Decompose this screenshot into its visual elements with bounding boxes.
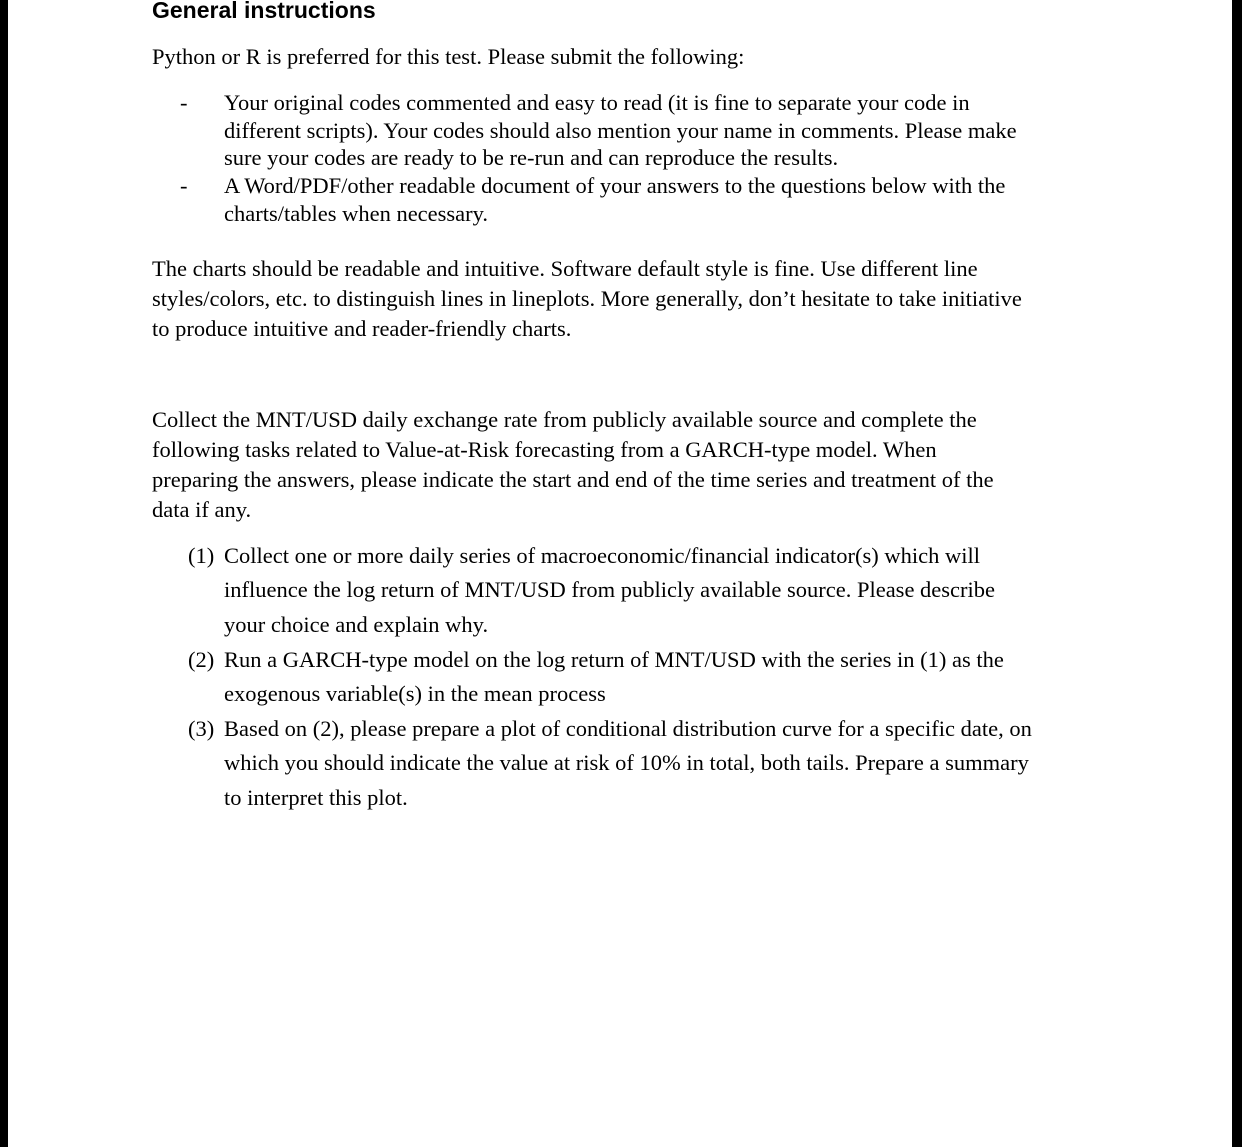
paragraph-line: to produce intuitive and reader-friendly charts. [152, 316, 572, 341]
bullet-line: sure your codes are ready to be re-run and can reproduce the results. [224, 145, 839, 170]
task-number: (1) [188, 543, 215, 568]
bullet-line: charts/tables when necessary. [224, 201, 489, 226]
task-number: (3) [188, 716, 215, 741]
paragraph-line: The charts should be readable and intuitive. Software default style is fine. Use different line [152, 256, 978, 281]
document-page [8, 0, 1232, 1147]
task-line: your choice and explain why. [224, 612, 489, 637]
paragraph-line: data if any. [152, 497, 252, 522]
task-number: (2) [188, 647, 215, 672]
intro-text: Python or R is preferred for this test. Please submit the following: [152, 44, 745, 69]
task-line: Based on (2), please prepare a plot of conditional distribution curve for a specific date, on [224, 716, 1032, 741]
section-heading: General instructions [152, 0, 376, 23]
bullet-marker: - [180, 173, 188, 198]
task-line: which you should indicate the value at risk of 10% in total, both tails. Prepare a summary [224, 750, 1029, 775]
task-line: exogenous variable(s) in the mean process [224, 681, 606, 706]
task-line: Run a GARCH-type model on the log return of MNT/USD with the series in (1) as the [224, 647, 1004, 672]
bullet-line: Your original codes commented and easy to read (it is fine to separate your code in [224, 90, 970, 115]
task-line: Collect one or more daily series of macroeconomic/financial indicator(s) which will [224, 543, 980, 568]
bullet-marker: - [180, 90, 188, 115]
paragraph-line: preparing the answers, please indicate the start and end of the time series and treatment of the [152, 467, 994, 492]
paragraph-line: following tasks related to Value-at-Risk forecasting from a GARCH-type model. When [152, 437, 937, 462]
bullet-line: different scripts). Your codes should also mention your name in comments. Please make [224, 118, 1017, 143]
task-line: to interpret this plot. [224, 785, 408, 810]
paragraph-line: Collect the MNT/USD daily exchange rate from publicly available source and complete the [152, 407, 977, 432]
paragraph-line: styles/colors, etc. to distinguish lines in lineplots. More generally, don’t hesitate to take initiative [152, 286, 1022, 311]
bullet-line: A Word/PDF/other readable document of your answers to the questions below with the [224, 173, 1006, 198]
task-line: influence the log return of MNT/USD from publicly available source. Please describe [224, 577, 996, 602]
